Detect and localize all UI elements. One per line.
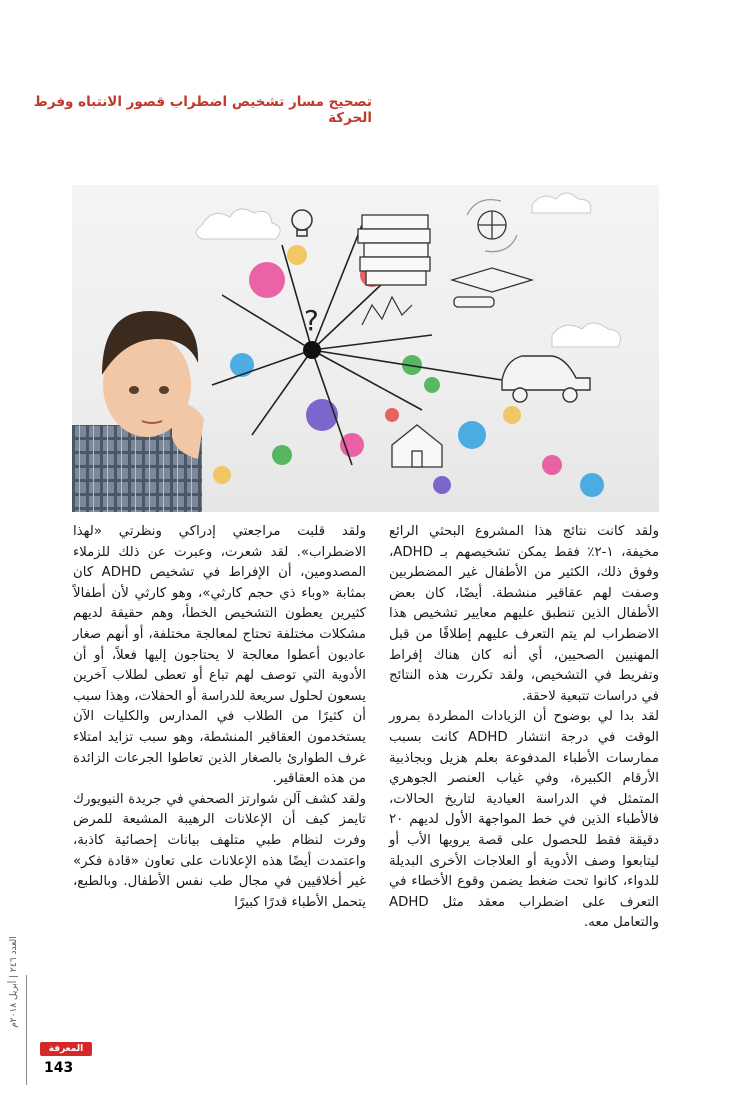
divider bbox=[26, 975, 27, 1085]
paragraph: لقد بدا لي بوضوح أن الزيادات المطردة بمرور الوقت في درجة انتشار ADHD كانت بسبب ممارسات الأطباء المدفوعة بعلم هزيل وبجاذبية الأرقام الكبيرة، وفي غياب العنصر الجوهري المتمثل في الدراسة العيادية لتاريخ الحالات، فالأطباء الذين في خط المواجهة الأول لديهم ٢٠ دقيقة فقط للحصول على قصة يرويها الأب أو ليتابعوا وصف الأدوية أو العلاجات الأخرى البديلة للدواء، كانوا تحت ضغط يضمن وقوع الأخطاء في التعرف على اضطراب معقد مثل ADHD والتعامل معه. bbox=[389, 709, 659, 931]
magazine-logo: المعرفة bbox=[40, 1042, 92, 1056]
illustration-svg bbox=[72, 185, 659, 512]
paragraph: ولقد كانت نتائج هذا المشروع البحثي الرائع مخيفة، ١-٢٪ فقط يمكن تشخيصهم بـ ADHD، وفوق ذلك، الكثير من الأطفال غير المضطربين وصفت لهم عقاقير منشطة. أيضًا، كان بعض الأطفال الذين تنطبق عليهم معايير تشخيص هذا الاضطراب لم يتم التعرف عليهم إطلاقًا من قبل المهنيين الصحيين، أي أنه كان هناك إفراط وتفريط في التشخيص، ولقد تكررت هذه النتائج في دراسات تتبعية لاحقة. bbox=[389, 524, 660, 704]
issue-info bbox=[6, 925, 20, 1045]
svg-text:?: ? bbox=[304, 304, 319, 337]
paragraph: ولقد قلبت مراجعتي إدراكي ونظرتي «لهذا الاضطراب». لقد شعرت، وعبرت عن ذلك للزملاء المصدومين، أن الإفراط في تشخيص ADHD كان بمثابة «وباء ذي حجم كارثي»، وهو كارثي لأن أطفالاً كثيرين يعطون التشخيص الخطأ، وهم حقيقة لديهم مشكلات مختلفة تحتاج لمعالجة مختلفة، أو أنهم صغار عاديون أعطوا معالجة لا يحتاجون إليها فعلاً، أو أن الأدوية التي توصف لهم تباع أو تعطى لطلاب آخرين يسعون لحلول سريعة للدراسة أو الحفلات، وهذا سبب أن كثيرًا من الطلاب في المدارس والكليات الآن يستخدمون العقاقير المنشطة، وهو سبب تزايد امتلاء غرف الطوارئ بالصغار الذين تعاطوا الجرعات الزائدة من هذه العقاقير. bbox=[73, 524, 366, 787]
article-column-right bbox=[389, 522, 659, 934]
article-column-left bbox=[73, 522, 366, 913]
article-illustration bbox=[72, 185, 659, 512]
paragraph: ولقد كشف آلن شوارتز الصحفي في جريدة النيويورك تايمز كيف أن الإعلانات الرهيبة المشيعة للمرض وفرت لنظام طبي متلهف بيانات إحصائية كاذبة، واعتمدت أيضًا هذه الإعلانات على تعاون «قادة فكر» غير أخلاقيين في مجال طب نفس الأطفال. وبالطبع، يتحمل الأطباء قدرًا كبيرًا bbox=[73, 791, 366, 910]
issue-info-text: العدد ٢٤٦ | أبريل ٢٠١٨م bbox=[9, 936, 19, 1028]
page-number: 143 bbox=[44, 1060, 74, 1076]
page-title: تصحيح مسار تشخيص اضطراب قصور الانتباه وفرط الحركة bbox=[33, 94, 372, 126]
